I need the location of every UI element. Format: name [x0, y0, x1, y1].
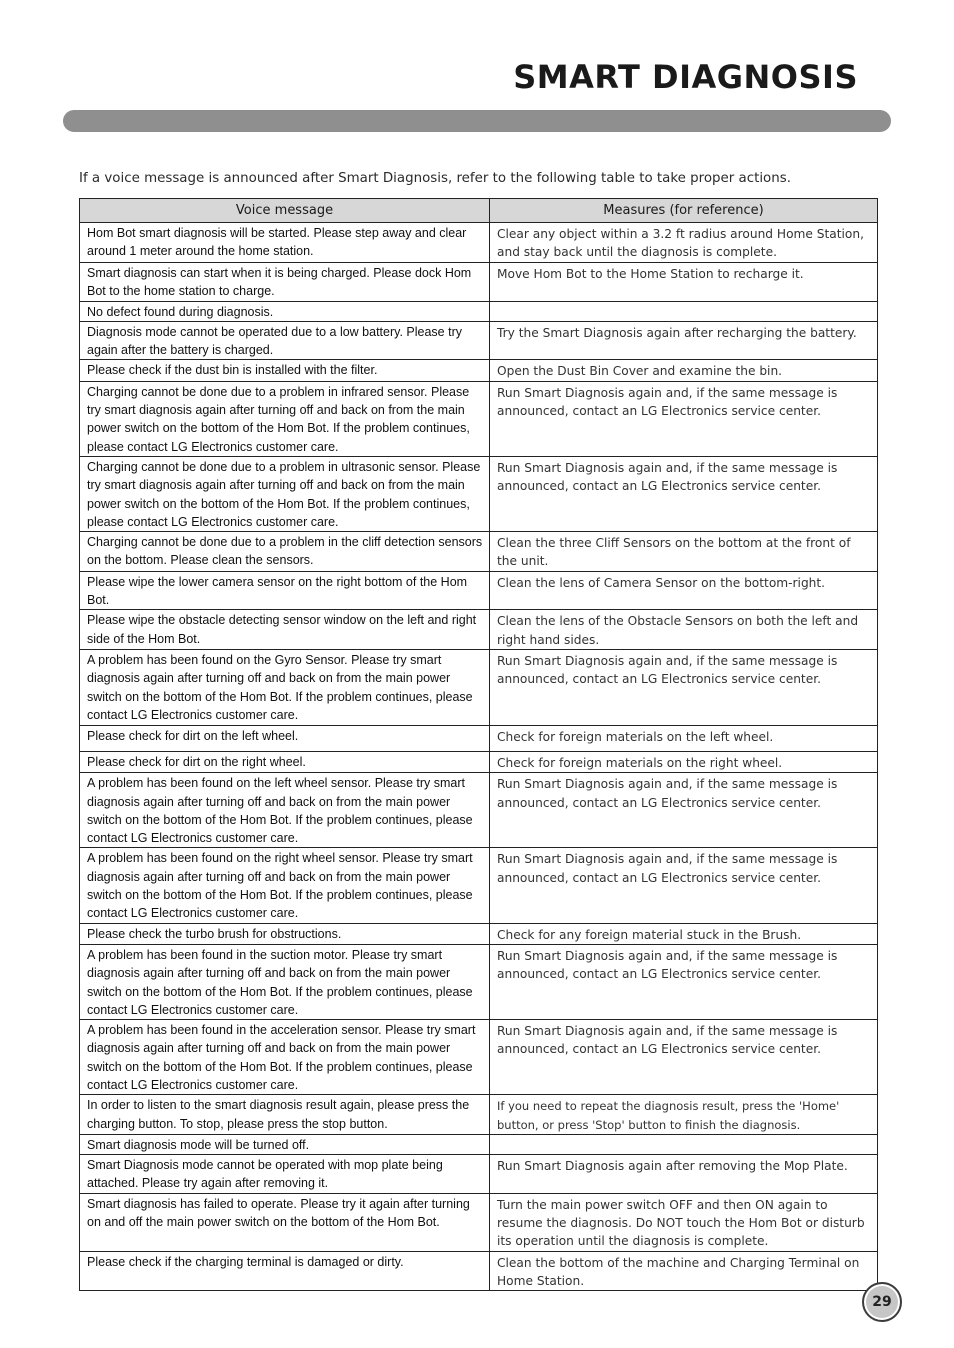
- table-row: [80, 1020, 878, 1095]
- measure-cell: Run Smart Diagnosis again and, if the same message is announced, contact an LG Electronics service center.: [490, 456, 878, 531]
- intro-text: If a voice message is announced after Smart Diagnosis, refer to the following table to take proper actions.: [79, 171, 791, 186]
- voice-message-cell: Please check for dirt on the right wheel.: [80, 751, 490, 772]
- voice-message-cell: A problem has been found on the left wheel sensor. Please try smart diagnosis again after turning off and back on from the main power switch on the bottom of the Hom Bot. If the problem continues, please contact LG Electronics customer care.: [80, 773, 490, 848]
- voice-message-cell: Please check for dirt on the left wheel.: [80, 725, 490, 751]
- voice-message-cell: Hom Bot smart diagnosis will be started. Please step away and clear around 1 meter around the home station.: [80, 223, 490, 263]
- voice-message-cell: Please check if the dust bin is installed with the filter.: [80, 360, 490, 381]
- voice-message-cell: Smart Diagnosis mode cannot be operated with mop plate being attached. Please try again after removing it.: [80, 1155, 490, 1194]
- voice-message-cell: Please check if the charging terminal is damaged or dirty.: [80, 1251, 490, 1291]
- voice-message-cell: Charging cannot be done due to a problem in the cliff detection sensors on the bottom. Please clean the sensors.: [80, 532, 490, 572]
- table-row: [80, 1095, 878, 1135]
- measure-cell: [490, 1134, 878, 1154]
- measure-cell: Check for foreign materials on the left wheel.: [490, 725, 878, 751]
- table-row: [80, 923, 878, 944]
- voice-message-cell: Smart diagnosis mode will be turned off.: [80, 1134, 490, 1154]
- voice-message-cell: A problem has been found in the suction motor. Please try smart diagnosis again after turning off and back on from the main power switch on the bottom of the Hom Bot. If the problem continues, please contact LG Electronics customer care.: [80, 944, 490, 1019]
- voice-message-cell: Diagnosis mode cannot be operated due to a low battery. Please try again after the battery is charged.: [80, 321, 490, 360]
- voice-message-cell: Charging cannot be done due to a problem in infrared sensor. Please try smart diagnosis again after turning off and back on from the main power switch on the bottom of the Hom Bot. If the problem continues, please contact LG Electronics customer care.: [80, 381, 490, 456]
- measure-cell: Check for any foreign material stuck in the Brush.: [490, 923, 878, 944]
- voice-message-cell: Please wipe the lower camera sensor on the right bottom of the Hom Bot.: [80, 571, 490, 610]
- table-row: [80, 1251, 878, 1291]
- table-row: [80, 944, 878, 1019]
- table-row: [80, 725, 878, 751]
- measure-cell: Run Smart Diagnosis again after removing the Mop Plate.: [490, 1155, 878, 1194]
- table-row: [80, 360, 878, 381]
- measure-cell: Run Smart Diagnosis again and, if the same message is announced, contact an LG Electronics service center.: [490, 381, 878, 456]
- measure-cell: If you need to repeat the diagnosis result, press the 'Home' button, or press 'Stop' button to finish the diagnosis.: [490, 1095, 878, 1135]
- header-voice-message: Voice message: [80, 199, 490, 223]
- table-header-row: [80, 199, 878, 223]
- table-row: [80, 381, 878, 456]
- measure-cell: Move Hom Bot to the Home Station to recharge it.: [490, 263, 878, 302]
- table-row: [80, 223, 878, 263]
- table-row: [80, 751, 878, 772]
- measure-cell: Clean the three Cliff Sensors on the bottom at the front of the unit.: [490, 532, 878, 572]
- measure-cell: Clean the lens of the Obstacle Sensors on both the left and right hand sides.: [490, 610, 878, 650]
- measure-cell: Run Smart Diagnosis again and, if the same message is announced, contact an LG Electronics service center.: [490, 848, 878, 923]
- table-body: [80, 223, 878, 1291]
- voice-message-cell: A problem has been found in the acceleration sensor. Please try smart diagnosis again after turning off and back on from the main power switch on the bottom of the Hom Bot. If the problem continues, please contact LG Electronics customer care.: [80, 1020, 490, 1095]
- voice-message-cell: No defect found during diagnosis.: [80, 301, 490, 321]
- table-row: [80, 263, 878, 302]
- table-row: [80, 610, 878, 650]
- table-row: [80, 301, 878, 321]
- table-row: [80, 532, 878, 572]
- measure-cell: Check for foreign materials on the right wheel.: [490, 751, 878, 772]
- voice-message-cell: Please check the turbo brush for obstructions.: [80, 923, 490, 944]
- voice-message-cell: Smart diagnosis can start when it is being charged. Please dock Hom Bot to the home station to charge.: [80, 263, 490, 302]
- smart-diagnosis-table: [79, 198, 878, 1291]
- table-row: [80, 456, 878, 531]
- table-header: [80, 199, 878, 223]
- measure-cell: Run Smart Diagnosis again and, if the same message is announced, contact an LG Electronics service center.: [490, 944, 878, 1019]
- voice-message-cell: Smart diagnosis has failed to operate. Please try it again after turning on and off the main power switch on the bottom of the Hom Bot.: [80, 1193, 490, 1251]
- table-row: [80, 848, 878, 923]
- measure-cell: Try the Smart Diagnosis again after recharging the battery.: [490, 321, 878, 360]
- page-title: SMART DIAGNOSIS: [513, 58, 858, 96]
- table-row: [80, 571, 878, 610]
- measure-cell: Run Smart Diagnosis again and, if the same message is announced, contact an LG Electronics service center.: [490, 1020, 878, 1095]
- table-row: [80, 649, 878, 725]
- voice-message-cell: A problem has been found on the Gyro Sensor. Please try smart diagnosis again after turning off and back on from the main power switch on the bottom of the Hom Bot. If the problem continues, please contact LG Electronics customer care.: [80, 649, 490, 725]
- voice-message-cell: Charging cannot be done due to a problem in ultrasonic sensor. Please try smart diagnosis again after turning off and back on from the main power switch on the bottom of the Hom Bot. If the problem continues, please contact LG Electronics customer care.: [80, 456, 490, 531]
- voice-message-cell: Please wipe the obstacle detecting sensor window on the left and right side of the Hom Bot.: [80, 610, 490, 650]
- measure-cell: Clear any object within a 3.2 ft radius around Home Station, and stay back until the diagnosis is complete.: [490, 223, 878, 263]
- measure-cell: Clean the lens of Camera Sensor on the bottom-right.: [490, 571, 878, 610]
- measure-cell: Clean the bottom of the machine and Charging Terminal on Home Station.: [490, 1251, 878, 1291]
- page-number-badge: 29: [862, 1282, 902, 1322]
- measure-cell: [490, 301, 878, 321]
- table-row: [80, 321, 878, 360]
- measure-cell: Turn the main power switch OFF and then ON again to resume the diagnosis. Do NOT touch the Hom Bot or disturb its operation until the diagnosis is complete.: [490, 1193, 878, 1251]
- measure-cell: Open the Dust Bin Cover and examine the bin.: [490, 360, 878, 381]
- header-measures: Measures (for reference): [490, 199, 878, 223]
- table-row: [80, 1193, 878, 1251]
- table-row: [80, 1155, 878, 1194]
- voice-message-cell: In order to listen to the smart diagnosis result again, please press the charging button. To stop, please press the stop button.: [80, 1095, 490, 1135]
- measure-cell: Run Smart Diagnosis again and, if the same message is announced, contact an LG Electronics service center.: [490, 773, 878, 848]
- title-underline-bar: [63, 110, 891, 132]
- table-row: [80, 1134, 878, 1154]
- table-row: [80, 773, 878, 848]
- voice-message-cell: A problem has been found on the right wheel sensor. Please try smart diagnosis again after turning off and back on from the main power switch on the bottom of the Hom Bot. If the problem continues, please contact LG Electronics customer care.: [80, 848, 490, 923]
- measure-cell: Run Smart Diagnosis again and, if the same message is announced, contact an LG Electronics service center.: [490, 649, 878, 725]
